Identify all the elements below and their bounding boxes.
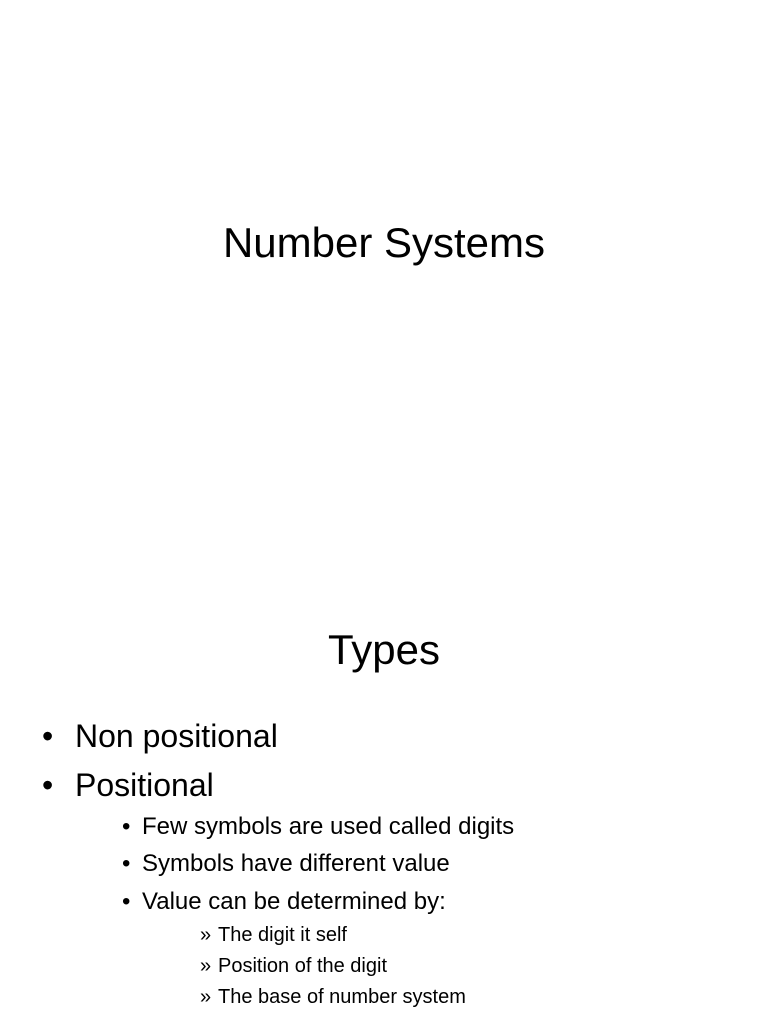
- sub-sub-bullet-item: [200, 923, 347, 947]
- slide-title: Number Systems: [222, 219, 546, 266]
- sub-sub-bullet-item: [200, 954, 387, 978]
- slide-types: [0, 512, 768, 1024]
- bullet-marker: •: [122, 888, 131, 915]
- bullet-marker: »: [200, 924, 212, 946]
- bullet-text: The base of number system: [218, 986, 466, 1008]
- sub-bullet-item: [122, 849, 450, 879]
- bullet-text: Symbols have different value: [142, 850, 450, 877]
- sub-bullet-item: [122, 887, 446, 917]
- bullet-marker: •: [42, 718, 54, 754]
- bullet-text: The digit it self: [218, 924, 347, 946]
- bullet-text: Non positional: [75, 718, 278, 754]
- sub-sub-bullet-item: [200, 985, 466, 1009]
- bullet-marker: •: [42, 767, 54, 803]
- bullet-marker: •: [122, 850, 131, 877]
- bullet-marker: »: [200, 955, 212, 977]
- sub-bullet-item: [122, 812, 514, 842]
- bullet-item: [42, 717, 278, 755]
- bullet-marker: •: [122, 813, 131, 840]
- bullet-text: Position of the digit: [218, 955, 387, 977]
- bullet-marker: »: [200, 986, 212, 1008]
- bullet-text: Positional: [75, 767, 214, 803]
- bullet-text: Value can be determined by:: [142, 888, 446, 915]
- bullet-item: [42, 766, 214, 804]
- bullet-text: Few symbols are used called digits: [142, 813, 515, 840]
- slide-title: Types: [327, 626, 441, 673]
